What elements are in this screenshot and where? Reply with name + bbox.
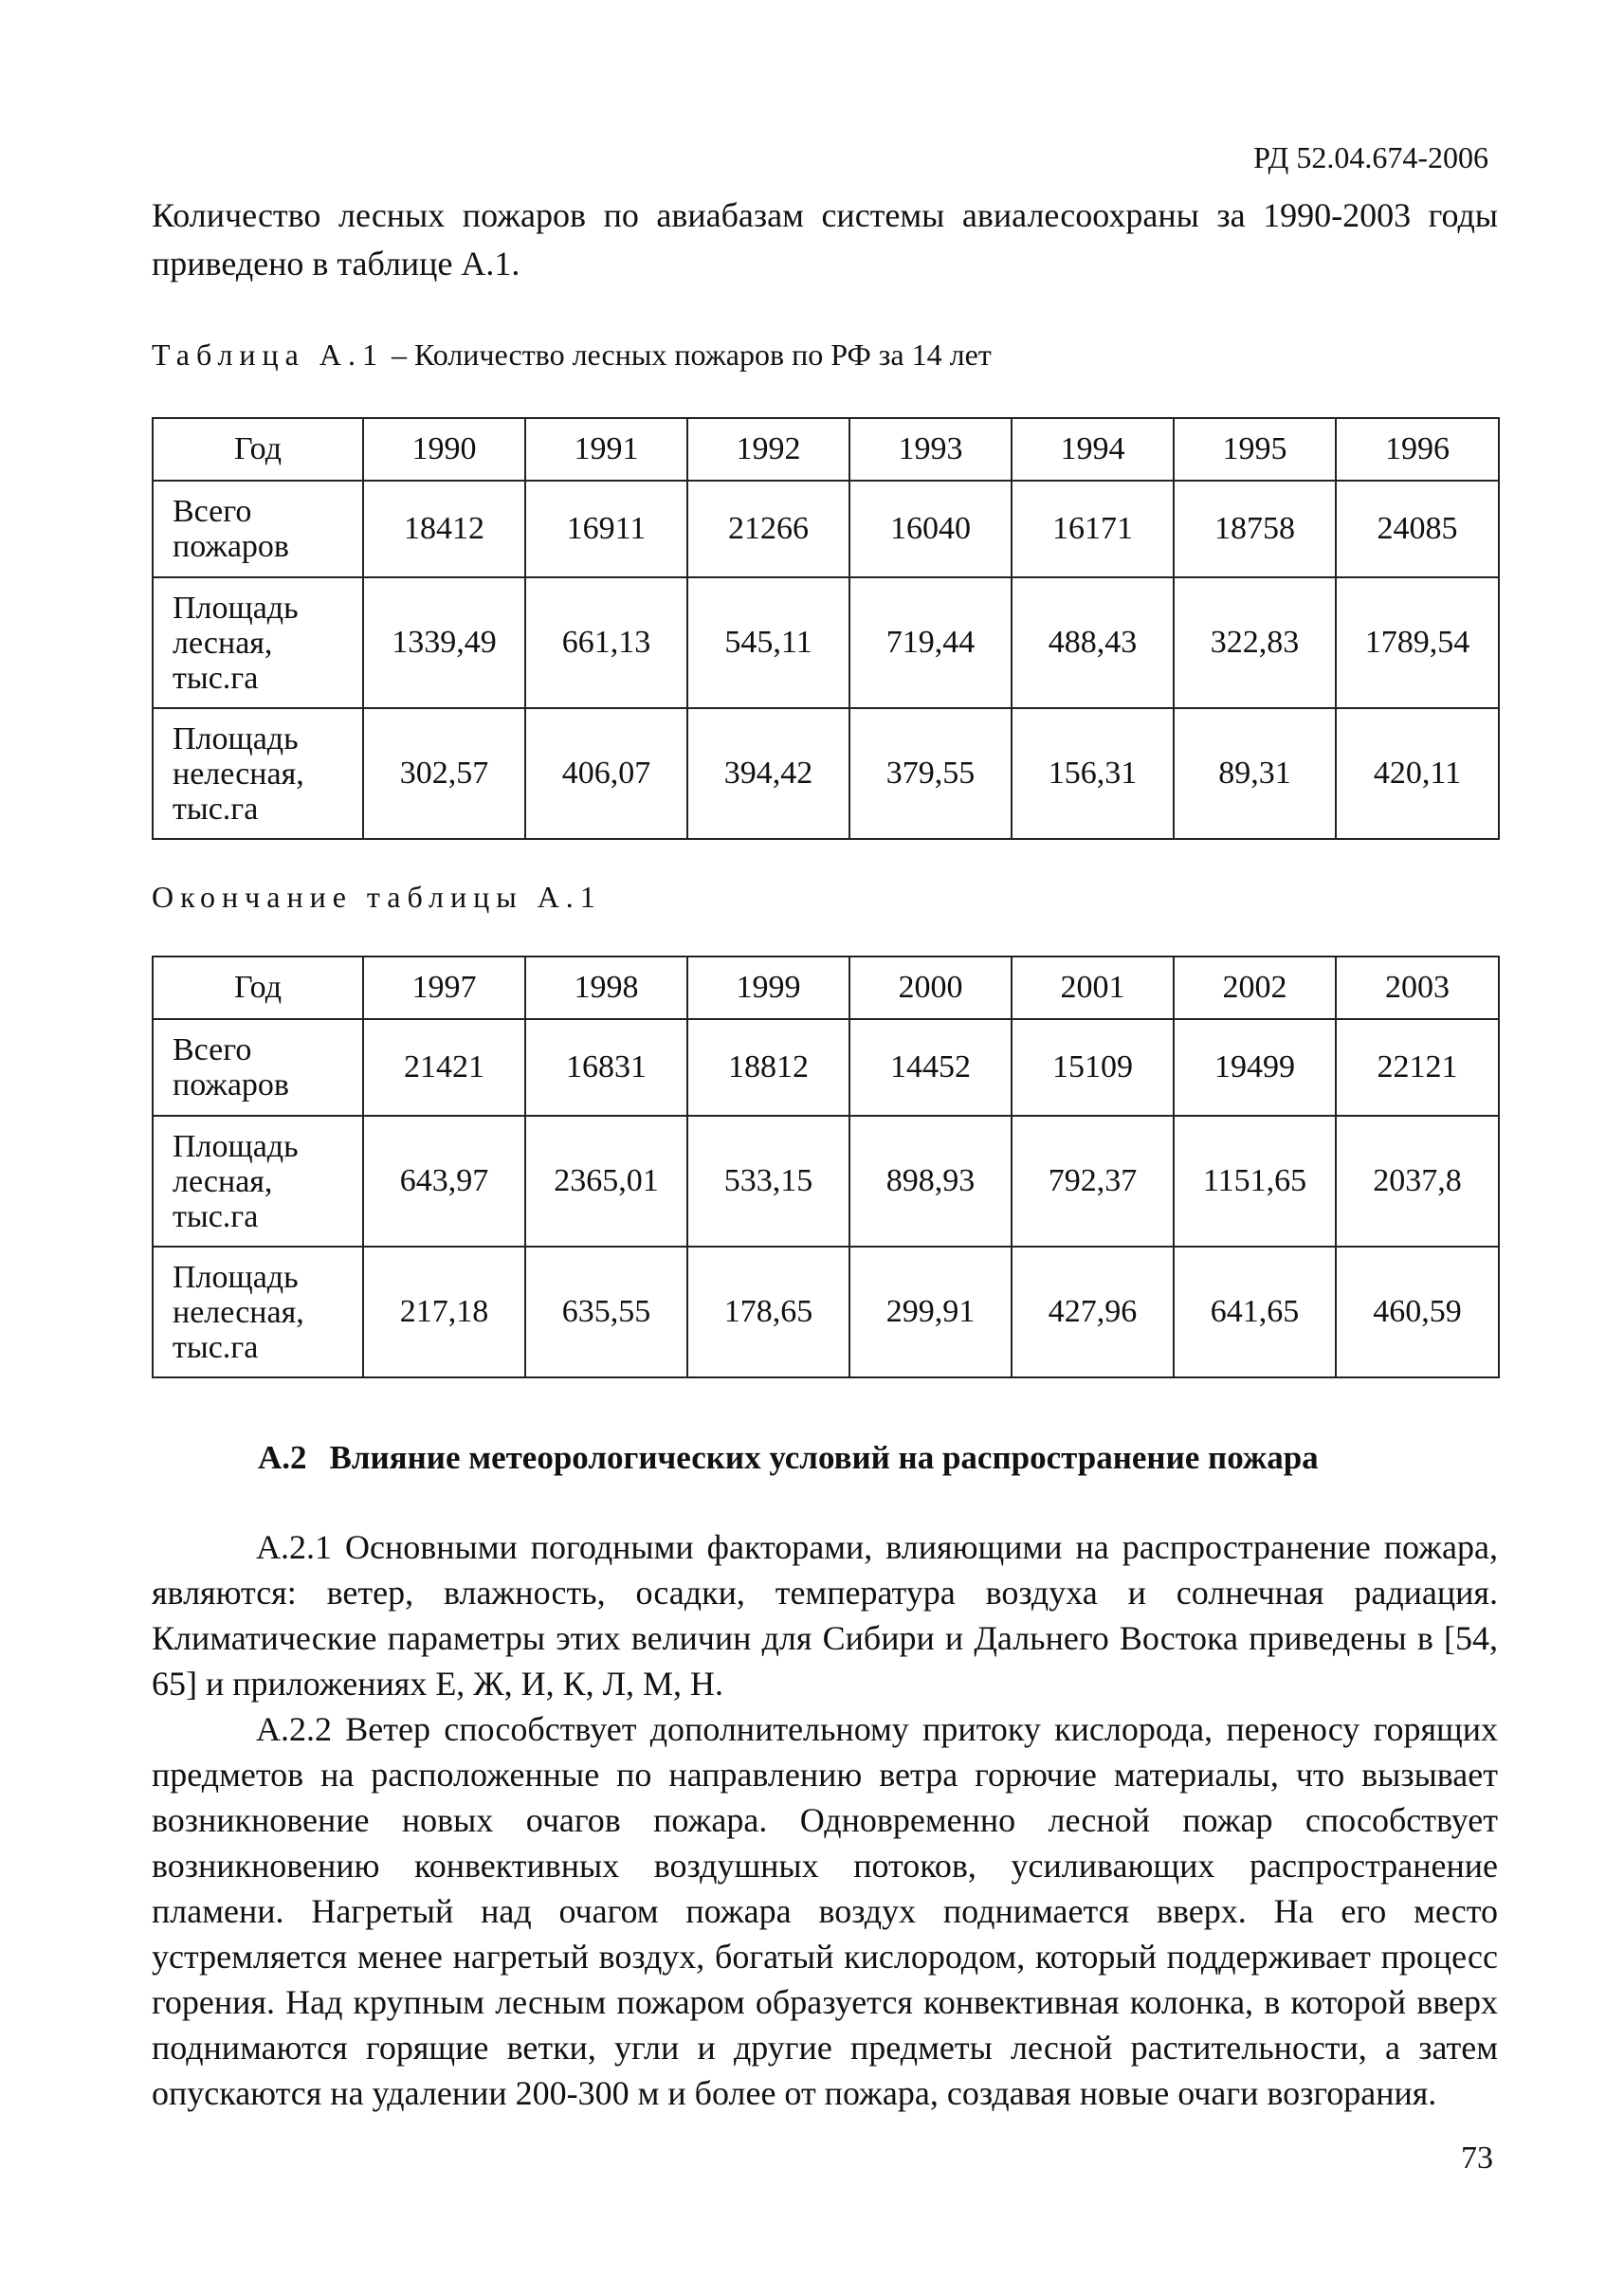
value-cell: 16911 bbox=[525, 481, 687, 577]
value-cell: 533,15 bbox=[687, 1116, 849, 1247]
header-cell: 1993 bbox=[849, 418, 1012, 481]
paragraph-text: А.2.1 Основными погодными факторами, влияющими на распространение пожара, являются: ветер, влажность, осадки, температура воздуха и солнечная радиация. Климатические параметры этих величин для Сибири и Дальнего Востока приведены в [54, 65] и приложениях Е, Ж, И, К, Л, М, Н. bbox=[152, 1528, 1498, 1703]
value-cell: 217,18 bbox=[363, 1247, 525, 1377]
header-cell: 1998 bbox=[525, 957, 687, 1019]
row-label bbox=[153, 577, 363, 708]
value-cell: 16831 bbox=[525, 1019, 687, 1116]
row-label bbox=[153, 1247, 363, 1377]
table-row bbox=[153, 708, 1499, 839]
row-label bbox=[153, 1019, 363, 1116]
page-number: 73 bbox=[1461, 2141, 1493, 2176]
value-cell: 2365,01 bbox=[525, 1116, 687, 1247]
value-cell: 299,91 bbox=[849, 1247, 1012, 1377]
row-label bbox=[153, 1116, 363, 1247]
table-row bbox=[153, 481, 1499, 577]
row-label-line: Площадь bbox=[173, 590, 299, 626]
value-cell: 1151,65 bbox=[1174, 1116, 1336, 1247]
value-cell: 22121 bbox=[1336, 1019, 1499, 1116]
row-label-line: тыс.га bbox=[173, 791, 259, 827]
value-cell: 545,11 bbox=[687, 577, 849, 708]
table-row bbox=[153, 1116, 1499, 1247]
value-cell: 488,43 bbox=[1012, 577, 1174, 708]
value-cell: 641,65 bbox=[1174, 1247, 1336, 1377]
header-cell: 1997 bbox=[363, 957, 525, 1019]
value-cell: 1339,49 bbox=[363, 577, 525, 708]
section-title-text: Влияние метеорологических условий на распространение пожара bbox=[329, 1439, 1319, 1476]
header-cell: 1999 bbox=[687, 957, 849, 1019]
value-cell: 19499 bbox=[1174, 1019, 1336, 1116]
header-cell: 1992 bbox=[687, 418, 849, 481]
value-cell: 661,13 bbox=[525, 577, 687, 708]
row-label-line: лесная, bbox=[173, 1163, 273, 1199]
value-cell: 21421 bbox=[363, 1019, 525, 1116]
fires-table-1990-1996 bbox=[152, 417, 1500, 840]
value-cell: 460,59 bbox=[1336, 1247, 1499, 1377]
value-cell: 1789,54 bbox=[1336, 577, 1499, 708]
value-cell: 14452 bbox=[849, 1019, 1012, 1116]
table-row bbox=[153, 1019, 1499, 1116]
value-cell: 302,57 bbox=[363, 708, 525, 839]
value-cell: 322,83 bbox=[1174, 577, 1336, 708]
value-cell: 643,97 bbox=[363, 1116, 525, 1247]
row-label-line: лесная, bbox=[173, 625, 273, 661]
row-label-line: тыс.га bbox=[173, 660, 259, 696]
table1-caption-label: Таблица А.1 bbox=[152, 337, 384, 372]
table-row bbox=[153, 577, 1499, 708]
table2-caption-label: Окончание таблицы А.1 bbox=[152, 880, 602, 914]
header-cell: Год bbox=[153, 957, 363, 1019]
row-label-line: нелесная, bbox=[173, 756, 304, 792]
paragraph-a22 bbox=[152, 1706, 1498, 2116]
header-cell: 1995 bbox=[1174, 418, 1336, 481]
table1-caption bbox=[152, 337, 992, 373]
value-cell: 15109 bbox=[1012, 1019, 1174, 1116]
value-cell: 21266 bbox=[687, 481, 849, 577]
value-cell: 16171 bbox=[1012, 481, 1174, 577]
value-cell: 2037,8 bbox=[1336, 1116, 1499, 1247]
row-label-line: Площадь bbox=[173, 720, 299, 756]
row-label bbox=[153, 481, 363, 577]
value-cell: 24085 bbox=[1336, 481, 1499, 577]
paragraph-a21 bbox=[152, 1524, 1498, 1706]
header-cell: 2002 bbox=[1174, 957, 1336, 1019]
row-label-line: Всего bbox=[173, 494, 252, 529]
value-cell: 635,55 bbox=[525, 1247, 687, 1377]
row-label bbox=[153, 708, 363, 839]
header-cell: Год bbox=[153, 418, 363, 481]
header-cell: 1990 bbox=[363, 418, 525, 481]
paragraph-text: А.2.2 Ветер способствует дополнительному притоку кислорода, переносу горящих предметов на расположенные по направлению ветра горючие материалы, что вызывает возникновение новых очагов пожара. Одновременно лесной пожар способствует возникновению конвективных воздушных потоков, усиливающих распространение пламени. Нагретый над очагом пожара воздух поднимается вверх. На его место устремляется менее нагретый воздух, богатый кислородом, который поддерживает процесс горения. Над крупным лесным пожаром образуется конвективная колонка, в которой вверх поднимаются горящие ветки, угли и другие предметы лесной растительности, а затем опускаются на удалении 200-300 м и более от пожара, создавая новые очаги возгорания. bbox=[152, 1710, 1498, 2112]
table-row bbox=[153, 1247, 1499, 1377]
row-label-line: Всего bbox=[173, 1032, 252, 1067]
value-cell: 89,31 bbox=[1174, 708, 1336, 839]
document-code: РД 52.04.674-2006 bbox=[1253, 140, 1488, 174]
value-cell: 18758 bbox=[1174, 481, 1336, 577]
row-label-line: Площадь bbox=[173, 1128, 299, 1164]
value-cell: 379,55 bbox=[849, 708, 1012, 839]
value-cell: 898,93 bbox=[849, 1116, 1012, 1247]
section-heading bbox=[258, 1439, 1319, 1477]
value-cell: 178,65 bbox=[687, 1247, 849, 1377]
fires-table-1997-2003 bbox=[152, 956, 1500, 1378]
table2-caption bbox=[152, 880, 602, 915]
value-cell: 420,11 bbox=[1336, 708, 1499, 839]
row-label-line: пожаров bbox=[173, 529, 289, 564]
table-header-row bbox=[153, 957, 1499, 1019]
header-cell: 1994 bbox=[1012, 418, 1174, 481]
row-label-line: пожаров bbox=[173, 1067, 289, 1102]
value-cell: 18812 bbox=[687, 1019, 849, 1116]
header-cell: 1991 bbox=[525, 418, 687, 481]
header-cell: 2000 bbox=[849, 957, 1012, 1019]
section-number: А.2 bbox=[258, 1439, 307, 1476]
value-cell: 18412 bbox=[363, 481, 525, 577]
value-cell: 156,31 bbox=[1012, 708, 1174, 839]
value-cell: 406,07 bbox=[525, 708, 687, 839]
row-label-line: Площадь bbox=[173, 1259, 299, 1295]
value-cell: 792,37 bbox=[1012, 1116, 1174, 1247]
intro-paragraph: Количество лесных пожаров по авиабазам системы авиалесоохраны за 1990-2003 годы приведено в таблице А.1. bbox=[152, 196, 1498, 282]
value-cell: 427,96 bbox=[1012, 1247, 1174, 1377]
value-cell: 16040 bbox=[849, 481, 1012, 577]
row-label-line: нелесная, bbox=[173, 1294, 304, 1330]
header-cell: 1996 bbox=[1336, 418, 1499, 481]
value-cell: 719,44 bbox=[849, 577, 1012, 708]
value-cell: 394,42 bbox=[687, 708, 849, 839]
row-label-line: тыс.га bbox=[173, 1329, 259, 1365]
header-cell: 2003 bbox=[1336, 957, 1499, 1019]
table1-caption-text: – Количество лесных пожаров по РФ за 14 лет bbox=[383, 337, 992, 372]
table-header-row bbox=[153, 418, 1499, 481]
header-cell: 2001 bbox=[1012, 957, 1174, 1019]
row-label-line: тыс.га bbox=[173, 1198, 259, 1234]
